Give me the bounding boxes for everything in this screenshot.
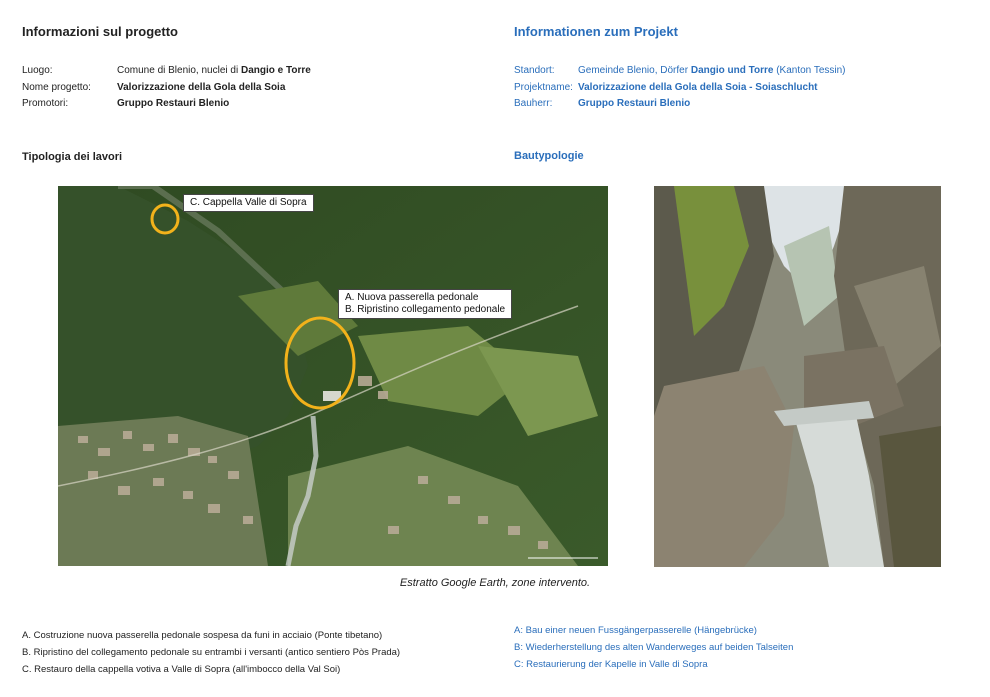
bauherr-label: Bauherr: (514, 98, 553, 109)
image-caption: Estratto Google Earth, zone intervento. (399, 577, 591, 589)
gorge-photo-drawing (654, 186, 941, 567)
aerial-map-drawing (58, 186, 608, 566)
callout-b-text: B. Ripristino collegamento pedonale (345, 304, 506, 315)
list-item: A. Costruzione nuova passerella pedonale sospesa da funi in acciaio (Ponte tibetano) (22, 630, 383, 641)
bauherr-value: Gruppo Restauri Blenio (578, 98, 691, 109)
title-german: Informationen zum Projekt (514, 24, 678, 39)
projektname-label: Projektname: (514, 82, 573, 93)
gorge-photo (654, 186, 941, 567)
section-title-german: Bautypologie (514, 150, 584, 162)
callout-passerella (338, 289, 512, 319)
projektname-value: Valorizzazione della Gola della Soia - Soiaschlucht (578, 82, 818, 93)
title-italian: Informazioni sul progetto (22, 24, 178, 39)
nome-label: Nome progetto: (22, 82, 91, 93)
list-item: C. Restauro della cappella votiva a Valle di Sopra (all'imbocco della Val Soi) (22, 664, 341, 675)
list-item: B. Ripristino del collegamento pedonale su entrambi i versanti (antico sentiero Pòs Prada) (22, 647, 401, 658)
list-item: A: Bau einer neuen Fussgängerpasserelle (Hängebrücke) (514, 625, 757, 636)
luogo-value-text: Comune di Blenio, nuclei di (117, 65, 241, 76)
list-item: C: Restaurierung der Kapelle in Valle di Sopra (514, 659, 708, 670)
standort-value-bold: Dangio und Torre (690, 65, 774, 76)
section-title-italian: Tipologia dei lavori (22, 151, 123, 163)
standort-label: Standort: (514, 65, 555, 76)
list-item: B: Wiederherstellung des alten Wanderweges auf beiden Talseiten (514, 642, 794, 653)
nome-value: Valorizzazione della Gola della Soia (117, 82, 286, 93)
promotori-value: Gruppo Restauri Blenio (117, 98, 230, 109)
standort-value-suffix: (Kanton Tessin) (773, 65, 846, 76)
callout-cappella: C. Cappella Valle di Sopra (183, 194, 314, 212)
aerial-map-image (58, 186, 608, 566)
promotori-label: Promotori: (22, 98, 69, 109)
works-list-german (514, 622, 793, 673)
callout-a-text: A. Nuova passerella pedonale (345, 292, 479, 303)
standort-value (578, 64, 846, 77)
luogo-value (117, 64, 311, 77)
works-list-italian (22, 627, 400, 678)
luogo-label: Luogo: (22, 65, 53, 76)
standort-value-text: Gemeinde Blenio, Dörfer (578, 65, 691, 76)
luogo-value-bold: Dangio e Torre (240, 65, 311, 76)
